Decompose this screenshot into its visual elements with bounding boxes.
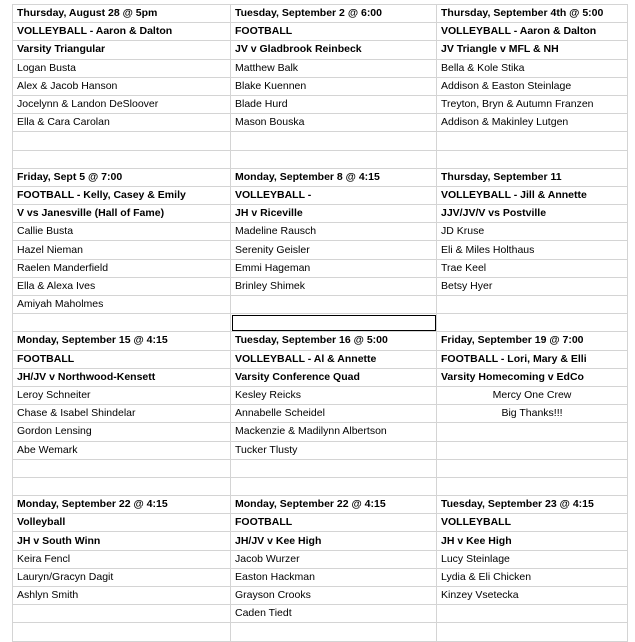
cell-name[interactable]: Blade Hurd (231, 95, 437, 113)
cell-name[interactable]: Annabelle Scheidel (231, 405, 437, 423)
cell-date[interactable]: Thursday, September 11 (437, 168, 628, 186)
cell-name[interactable]: Blake Kuennen (231, 77, 437, 95)
cell-date[interactable]: Monday, September 22 @ 4:15 (231, 496, 437, 514)
block-3-date-row (13, 332, 628, 350)
cell-sport[interactable]: VOLLEYBALL - Jill & Annette (437, 186, 628, 204)
cell-name[interactable]: Hazel Nieman (13, 241, 231, 259)
cell-name[interactable]: Kesley Reicks (231, 386, 437, 404)
cell-empty[interactable] (437, 477, 628, 495)
cell-event[interactable]: JV v Gladbrook Reinbeck (231, 41, 437, 59)
cell-event[interactable]: JH/JV v Kee High (231, 532, 437, 550)
name-row (13, 241, 628, 259)
cell-empty[interactable] (13, 605, 231, 623)
cell-empty[interactable] (437, 623, 628, 641)
cell-name[interactable]: Matthew Balk (231, 59, 437, 77)
cell-empty[interactable] (437, 605, 628, 623)
cell-name[interactable]: Tucker Tlusty (231, 441, 437, 459)
name-row (13, 605, 628, 623)
cell-name[interactable]: Ashlyn Smith (13, 587, 231, 605)
name-row (13, 423, 628, 441)
cell-name[interactable]: Abe Wemark (13, 441, 231, 459)
cell-date[interactable]: Monday, September 15 @ 4:15 (13, 332, 231, 350)
cell-empty[interactable] (437, 314, 628, 332)
cell-name[interactable]: Lauryn/Gracyn Dagit (13, 568, 231, 586)
block-3-event-row (13, 368, 628, 386)
cell-name[interactable]: Addison & Makinley Lutgen (437, 114, 628, 132)
cell-date[interactable]: Tuesday, September 23 @ 4:15 (437, 496, 628, 514)
cell-name[interactable]: Serenity Geisler (231, 241, 437, 259)
name-row (13, 95, 628, 113)
cell-date[interactable]: Friday, September 19 @ 7:00 (437, 332, 628, 350)
cell-name[interactable]: Raelen Manderfield (13, 259, 231, 277)
cell-sport[interactable]: FOOTBALL (13, 350, 231, 368)
schedule-grid (12, 4, 628, 642)
block-2-sport-row (13, 186, 628, 204)
cell-event[interactable]: JJV/JV/V vs Postville (437, 205, 628, 223)
cell-event[interactable]: JV Triangle v MFL & NH (437, 41, 628, 59)
cell-empty[interactable] (13, 459, 231, 477)
cell-event[interactable]: JH v Kee High (437, 532, 628, 550)
name-row (13, 587, 628, 605)
cell-empty[interactable] (231, 132, 437, 150)
cell-name[interactable]: Ella & Alexa Ives (13, 277, 231, 295)
cell-date[interactable]: Tuesday, September 2 @ 6:00 (231, 5, 437, 23)
block-2-event-row (13, 205, 628, 223)
name-row (13, 568, 628, 586)
name-row (13, 277, 628, 295)
cell-date[interactable]: Monday, September 22 @ 4:15 (13, 496, 231, 514)
block-1-event-row (13, 41, 628, 59)
cell-name[interactable]: Mackenzie & Madilynn Albertson (231, 423, 437, 441)
cell-name[interactable]: Alex & Jacob Hanson (13, 77, 231, 95)
empty-row (13, 477, 628, 495)
cell-sport[interactable]: VOLLEYBALL - (231, 186, 437, 204)
cell-empty[interactable] (437, 132, 628, 150)
cell-date[interactable]: Thursday, September 4th @ 5:00 (437, 5, 628, 23)
cell-empty[interactable] (13, 132, 231, 150)
cell-name[interactable]: Lydia & Eli Chicken (437, 568, 628, 586)
cell-name[interactable]: Lucy Steinlage (437, 550, 628, 568)
cell-name[interactable]: Easton Hackman (231, 568, 437, 586)
cell-empty[interactable] (437, 150, 628, 168)
cell-empty[interactable] (231, 459, 437, 477)
block-4-event-row (13, 532, 628, 550)
cell-sport[interactable]: VOLLEYBALL - Aaron & Dalton (437, 23, 628, 41)
cell-name[interactable]: Bella & Kole Stika (437, 59, 628, 77)
cell-name[interactable]: Mason Bouska (231, 114, 437, 132)
cell-empty[interactable] (13, 477, 231, 495)
name-row (13, 441, 628, 459)
name-row (13, 405, 628, 423)
name-row (13, 223, 628, 241)
name-row (13, 59, 628, 77)
cell-empty[interactable] (13, 150, 231, 168)
cell-name[interactable]: JD Kruse (437, 223, 628, 241)
block-2-date-row (13, 168, 628, 186)
cell-name[interactable]: Addison & Easton Steinlage (437, 77, 628, 95)
cell-name[interactable]: Brinley Shimek (231, 277, 437, 295)
cell-name[interactable]: Kinzey Vsetecka (437, 587, 628, 605)
cell-name[interactable]: Jacob Wurzer (231, 550, 437, 568)
cell-empty[interactable] (231, 477, 437, 495)
cell-name[interactable]: Madeline Rausch (231, 223, 437, 241)
cell-name[interactable]: Ella & Cara Carolan (13, 114, 231, 132)
cell-name[interactable]: Emmi Hageman (231, 259, 437, 277)
cell-name[interactable]: Caden Tiedt (231, 605, 437, 623)
cell-date[interactable]: Friday, Sept 5 @ 7:00 (13, 168, 231, 186)
cell-name[interactable]: Callie Busta (13, 223, 231, 241)
cell-sport[interactable]: VOLLEYBALL - Al & Annette (231, 350, 437, 368)
cell-date[interactable]: Thursday, August 28 @ 5pm (13, 5, 231, 23)
cell-empty[interactable] (13, 314, 231, 332)
cell-empty[interactable] (437, 296, 628, 314)
cell-name[interactable]: Amiyah Maholmes (13, 296, 231, 314)
name-row (13, 114, 628, 132)
cell-event[interactable]: JH/JV v Northwood-Kensett (13, 368, 231, 386)
cell-sport[interactable]: FOOTBALL (231, 514, 437, 532)
cell-event[interactable]: Varsity Triangular (13, 41, 231, 59)
name-row (13, 296, 628, 314)
block-4-sport-row (13, 514, 628, 532)
cell-name[interactable]: Logan Busta (13, 59, 231, 77)
name-row (13, 259, 628, 277)
cell-sport[interactable]: FOOTBALL - Kelly, Casey & Emily (13, 186, 231, 204)
cell-sport[interactable]: FOOTBALL (231, 23, 437, 41)
cell-name[interactable]: Jocelynn & Landon DeSloover (13, 95, 231, 113)
cell-event[interactable]: JH v Riceville (231, 205, 437, 223)
cell-name[interactable]: Treyton, Bryn & Autumn Franzen (437, 95, 628, 113)
cell-empty[interactable] (437, 441, 628, 459)
cell-name[interactable]: Trae Keel (437, 259, 628, 277)
empty-row (13, 314, 628, 332)
cell-name[interactable]: Betsy Hyer (437, 277, 628, 295)
block-1-date-row (13, 5, 628, 23)
cell-name[interactable]: Leroy Schneiter (13, 386, 231, 404)
cell-empty[interactable] (437, 459, 628, 477)
cell-empty[interactable] (13, 623, 231, 641)
cell-name[interactable]: Keira Fencl (13, 550, 231, 568)
cell-name[interactable]: Big Thanks!!! (437, 405, 628, 423)
cell-event[interactable]: Varsity Homecoming v EdCo (437, 368, 628, 386)
cell-event[interactable]: V vs Janesville (Hall of Fame) (13, 205, 231, 223)
selected-cell[interactable] (231, 314, 437, 332)
block-1-sport-row (13, 23, 628, 41)
empty-row (13, 132, 628, 150)
cell-empty[interactable] (437, 423, 628, 441)
cell-empty[interactable] (231, 150, 437, 168)
name-row (13, 550, 628, 568)
cell-empty[interactable] (231, 296, 437, 314)
name-row (13, 77, 628, 95)
cell-name[interactable]: Eli & Miles Holthaus (437, 241, 628, 259)
empty-row (13, 623, 628, 641)
cell-name[interactable]: Grayson Crooks (231, 587, 437, 605)
cell-sport[interactable]: VOLLEYBALL - Aaron & Dalton (13, 23, 231, 41)
empty-row (13, 459, 628, 477)
empty-row (13, 150, 628, 168)
cell-date[interactable]: Tuesday, September 16 @ 5:00 (231, 332, 437, 350)
cell-name[interactable]: Gordon Lensing (13, 423, 231, 441)
block-4-date-row (13, 496, 628, 514)
block-3-sport-row (13, 350, 628, 368)
cell-event[interactable]: JH v South Winn (13, 532, 231, 550)
cell-empty[interactable] (231, 623, 437, 641)
cell-sport[interactable]: Volleyball (13, 514, 231, 532)
cell-sport[interactable]: VOLLEYBALL (437, 514, 628, 532)
cell-event[interactable]: Varsity Conference Quad (231, 368, 437, 386)
cell-name[interactable]: Mercy One Crew (437, 386, 628, 404)
cell-name[interactable]: Chase & Isabel Shindelar (13, 405, 231, 423)
cell-sport[interactable]: FOOTBALL - Lori, Mary & Elli (437, 350, 628, 368)
name-row (13, 386, 628, 404)
cell-date[interactable]: Monday, September 8 @ 4:15 (231, 168, 437, 186)
